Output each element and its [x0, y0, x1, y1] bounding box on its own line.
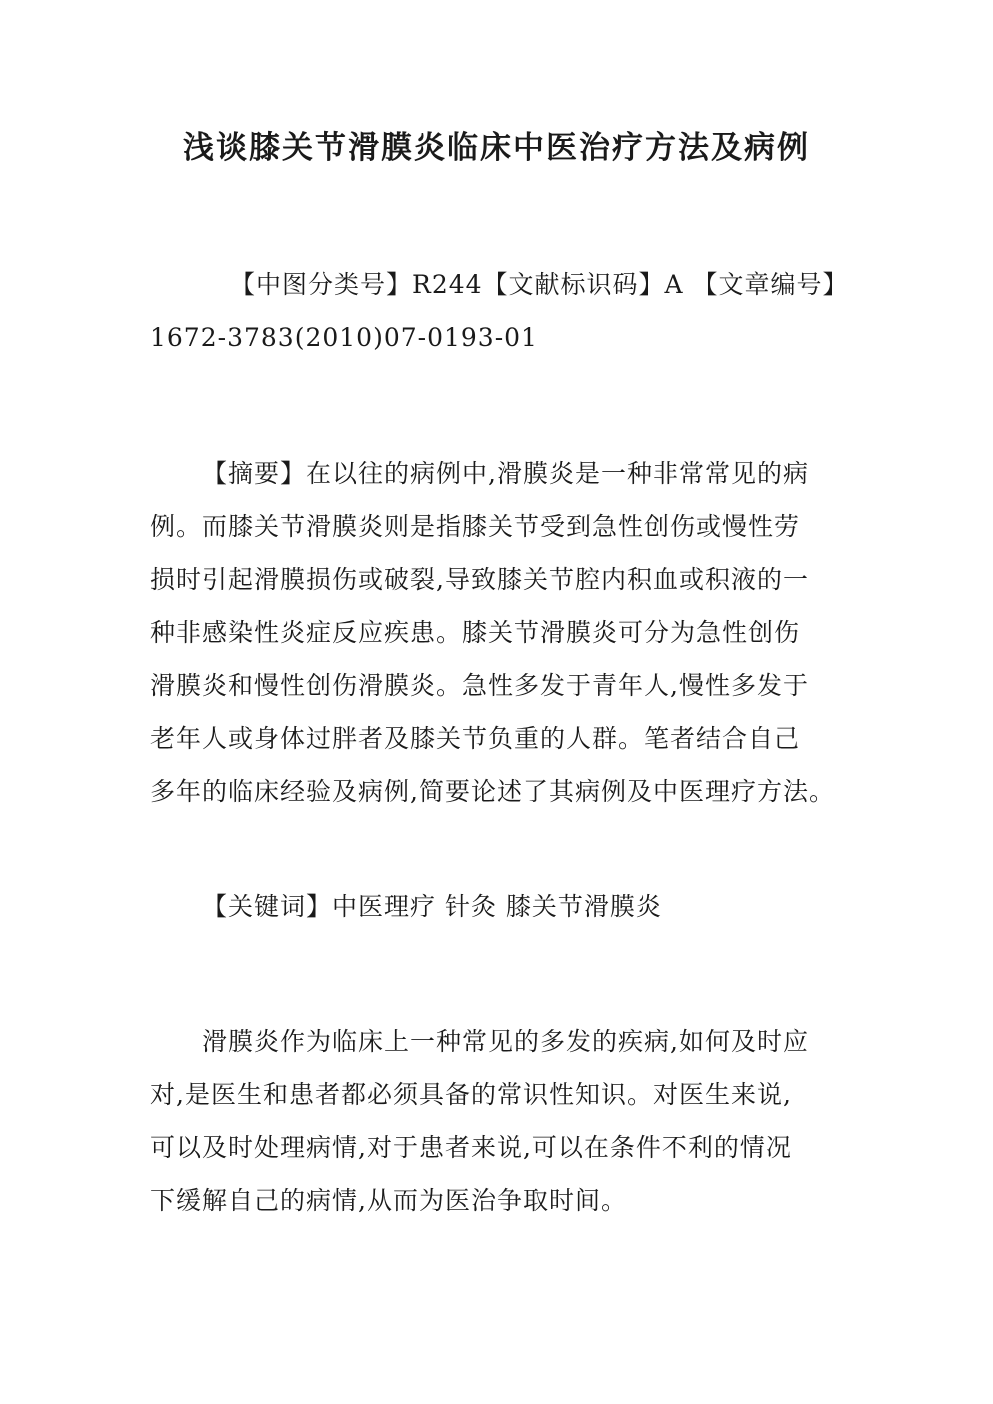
abstract-line: 损时引起滑膜损伤或破裂,导致膝关节腔内积血或积液的一: [150, 565, 809, 594]
abstract-line: 例。而膝关节滑膜炎则是指膝关节受到急性创伤或慢性劳: [150, 512, 801, 541]
intro-line: 滑膜炎作为临床上一种常见的多发的疾病,如何及时应: [202, 1027, 809, 1056]
abstract-line: 【摘要】在以往的病例中,滑膜炎是一种非常常见的病: [202, 459, 809, 488]
intro-line: 对,是医生和患者都必须具备的常识性知识。对医生来说,: [150, 1080, 792, 1109]
abstract-line: 种非感染性炎症反应疾患。膝关节滑膜炎可分为急性创伤: [150, 618, 801, 647]
keywords-block: [150, 880, 840, 933]
abstract-line: 滑膜炎和慢性创伤滑膜炎。急性多发于青年人,慢性多发于: [150, 671, 809, 700]
article-number-line: 1672-3783(2010)07-0193-01: [150, 323, 538, 352]
keywords-line: 【关键词】中医理疗 针灸 膝关节滑膜炎: [202, 892, 662, 921]
abstract-paragraph: [150, 447, 840, 818]
classification-line: 【中图分类号】R244【文献标识码】A 【文章编号】: [230, 270, 849, 299]
intro-paragraph: [150, 1015, 840, 1227]
abstract-line: 老年人或身体过胖者及膝关节负重的人群。笔者结合自己: [150, 724, 801, 753]
classification-block: [150, 258, 849, 364]
document-title: 浅谈膝关节滑膜炎临床中医治疗方法及病例: [183, 130, 810, 166]
intro-line: 可以及时处理病情,对于患者来说,可以在条件不利的情况: [150, 1133, 792, 1162]
abstract-line: 多年的临床经验及病例,简要论述了其病例及中医理疗方法。: [150, 777, 835, 806]
intro-line: 下缓解自己的病情,从而为医治争取时间。: [150, 1186, 627, 1215]
